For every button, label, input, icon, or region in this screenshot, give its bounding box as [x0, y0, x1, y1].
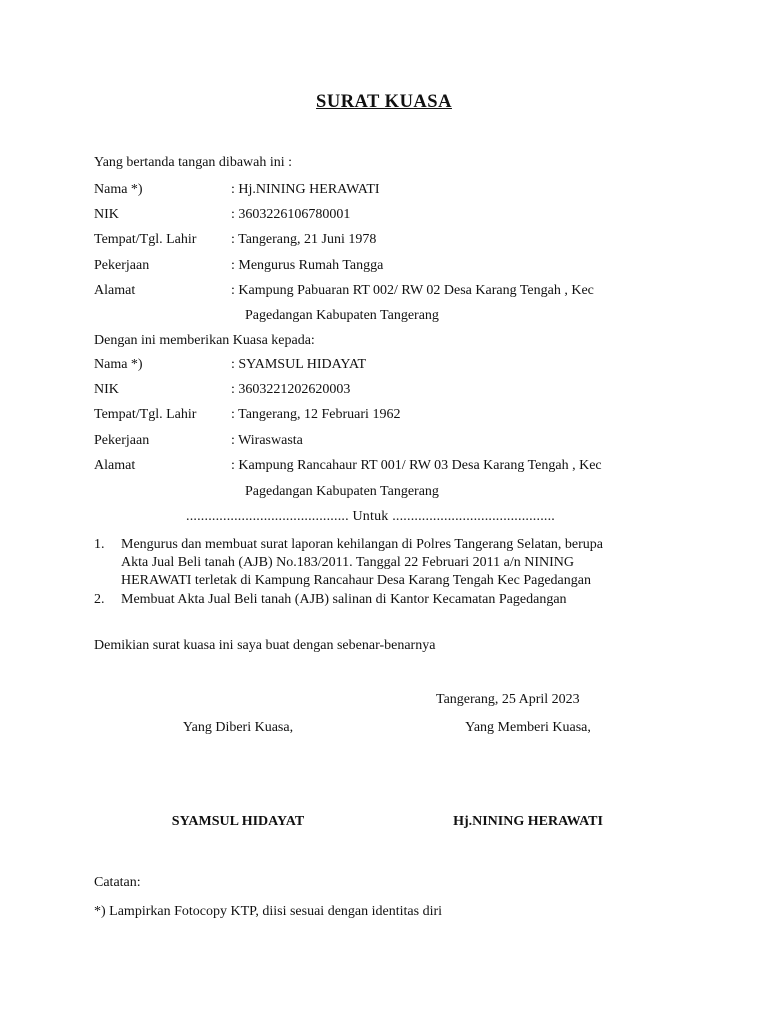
grantor-alamat-value-2: Pagedangan Kabupaten Tangerang	[245, 308, 439, 323]
grantee-nik-value: : 3603221202620003	[231, 382, 351, 397]
left-signatory-name: SYAMSUL HIDAYAT	[171, 814, 305, 829]
list-item-line: Akta Jual Beli tanah (AJB) No.183/2011. Tanggal 22 Februari 2011 a/n NINING	[121, 555, 575, 570]
grantor-nik-value: : 3603226106780001	[231, 207, 351, 222]
grantee-alamat-value-2: Pagedangan Kabupaten Tangerang	[245, 484, 439, 499]
kuasa-intro-text: Dengan ini memberikan Kuasa kepada:	[94, 333, 315, 348]
grantee-alamat-label: Alamat	[94, 458, 136, 473]
grantor-nama-value: : Hj.NINING HERAWATI	[231, 182, 380, 197]
note-text: *) Lampirkan Fotocopy KTP, diisi sesuai dengan identitas diri	[94, 904, 443, 919]
grantee-pekerjaan-label: Pekerjaan	[94, 433, 150, 448]
left-signature-caption: Yang Diberi Kuasa,	[182, 720, 294, 735]
list-item-number: 1.	[94, 537, 105, 552]
grantor-alamat-label: Alamat	[94, 283, 136, 298]
grantor-pekerjaan-value: : Mengurus Rumah Tangga	[231, 258, 384, 273]
right-signatory-name: Hj.NINING HERAWATI	[453, 814, 603, 829]
grantor-nama-label: Nama *)	[94, 182, 143, 197]
grantor-nik-label: NIK	[94, 207, 119, 222]
grantor-ttl-value: : Tangerang, 21 Juni 1978	[231, 232, 377, 247]
grantor-pekerjaan-label: Pekerjaan	[94, 258, 150, 273]
intro-text: Yang bertanda tangan dibawah ini :	[94, 155, 293, 170]
grantee-nama-value: : SYAMSUL HIDAYAT	[231, 357, 367, 372]
grantee-ttl-value: : Tangerang, 12 Februari 1962	[231, 407, 401, 422]
grantee-nik-label: NIK	[94, 382, 119, 397]
document-title: SURAT KUASA	[316, 92, 452, 112]
list-item-line: HERAWATI terletak di Kampung Rancahaur Desa Karang Tengah Kec Pagedangan	[121, 573, 591, 588]
list-item-number: 2.	[94, 592, 105, 607]
note-label: Catatan:	[94, 875, 141, 890]
right-signature-caption: Yang Memberi Kuasa,	[465, 720, 591, 735]
list-item-line: Mengurus dan membuat surat laporan kehilangan di Polres Tangerang Selatan, berupa	[121, 537, 604, 552]
list-item-line: Membuat Akta Jual Beli tanah (AJB) salinan di Kantor Kecamatan Pagedangan	[121, 592, 567, 607]
grantee-pekerjaan-value: : Wiraswasta	[231, 433, 303, 448]
grantee-alamat-value-1: : Kampung Rancahaur RT 001/ RW 03 Desa Karang Tengah , Kec	[231, 458, 602, 473]
place-date: Tangerang, 25 April 2023	[436, 692, 580, 707]
closing-text: Demikian surat kuasa ini saya buat dengan sebenar-benarnya	[94, 638, 436, 653]
grantee-nama-label: Nama *)	[94, 357, 143, 372]
grantor-ttl-label: Tempat/Tgl. Lahir	[94, 232, 197, 247]
grantor-alamat-value-1: : Kampung Pabuaran RT 002/ RW 02 Desa Karang Tengah , Kec	[231, 283, 594, 298]
grantee-ttl-label: Tempat/Tgl. Lahir	[94, 407, 197, 422]
untuk-line: ............................................ Untuk ............................................	[186, 509, 555, 524]
